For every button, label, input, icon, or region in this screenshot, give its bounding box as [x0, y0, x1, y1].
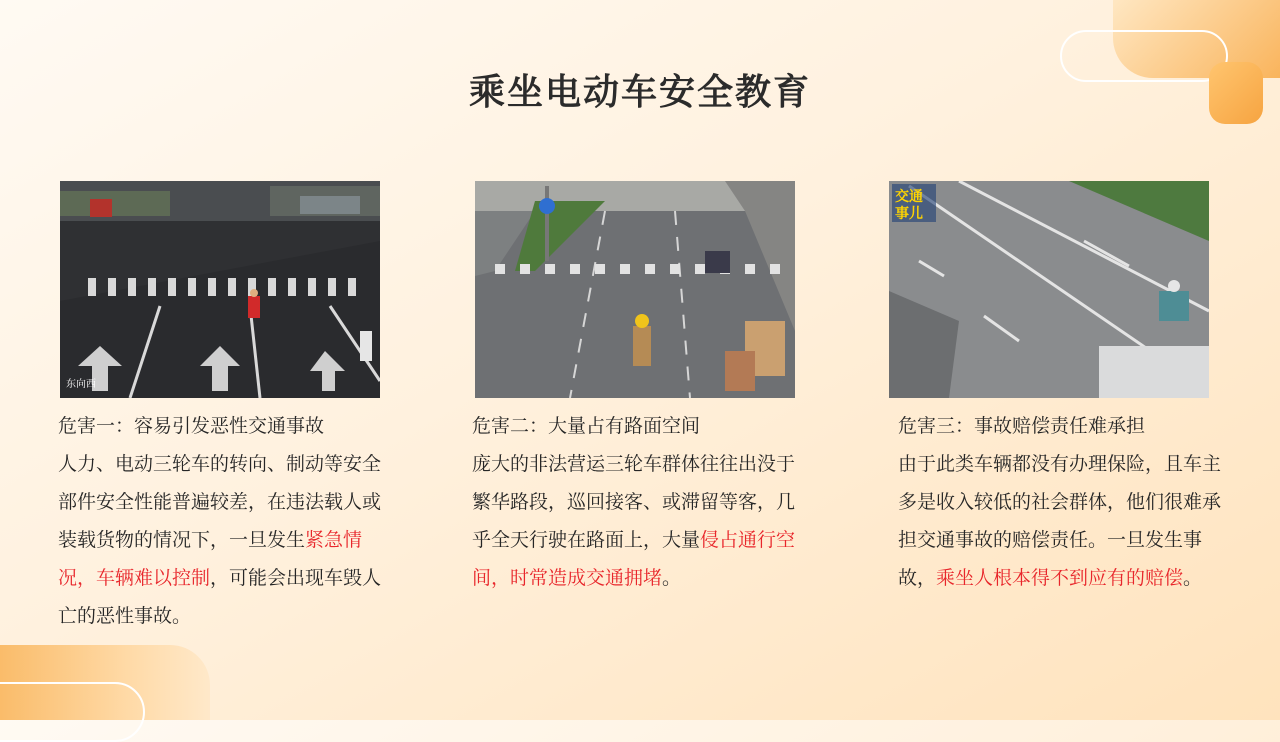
decorative-outline-shape	[0, 682, 145, 742]
hazard-body-text: 庞大的非法营运三轮车群体往往出没于繁华路段，巡回接客、或滞留等客，几乎全天行驶在路面上，大量	[472, 453, 796, 551]
photo-overlay-text: 东向西	[66, 379, 96, 390]
hazard-body	[58, 445, 388, 635]
hazard-body-text: 由于此类车辆都没有办理保险，且车主多是收入较低的社会群体，他们很难承担交通事故的赔偿责任。一旦发生事故，	[898, 453, 1222, 589]
hazard-heading: 危害一：容易引发恶性交通事故	[58, 415, 325, 437]
slide-title: 乘坐电动车安全教育	[468, 72, 811, 113]
hazard-body-highlight: 紧急情况，车辆难以控制	[58, 529, 363, 589]
hazard-block-1	[58, 407, 388, 635]
hazard-body	[898, 445, 1228, 597]
hazard-body-text: 。	[662, 567, 682, 589]
hazard-block-2	[472, 407, 802, 597]
hazard-body	[472, 445, 802, 597]
traffic-photo-intersection	[60, 181, 380, 398]
photo-overlay-logo: 交通	[895, 189, 923, 205]
hazard-body-highlight: 乘坐人根本得不到应有的赔偿	[936, 567, 1184, 589]
traffic-photo-road	[475, 181, 795, 398]
hazard-block-3	[898, 407, 1228, 597]
hazard-heading: 危害二：大量占有路面空间	[472, 415, 701, 437]
hazard-body-text: 。	[1183, 567, 1203, 589]
traffic-photo-accident	[889, 181, 1209, 398]
hazard-body-highlight: 侵占通行空间，时常造成交通拥堵	[472, 529, 796, 589]
photo-overlay-logo: 事儿	[895, 206, 923, 222]
hazard-body-text: 人力、电动三轮车的转向、制动等安全部件安全性能普遍较差，在违法载人或装载货物的情况下，一旦发生	[58, 453, 382, 551]
hazard-heading: 危害三：事故赔偿责任难承担	[898, 415, 1146, 437]
hazard-body-text: ，可能会出现车毁人亡的恶性事故。	[58, 567, 382, 627]
